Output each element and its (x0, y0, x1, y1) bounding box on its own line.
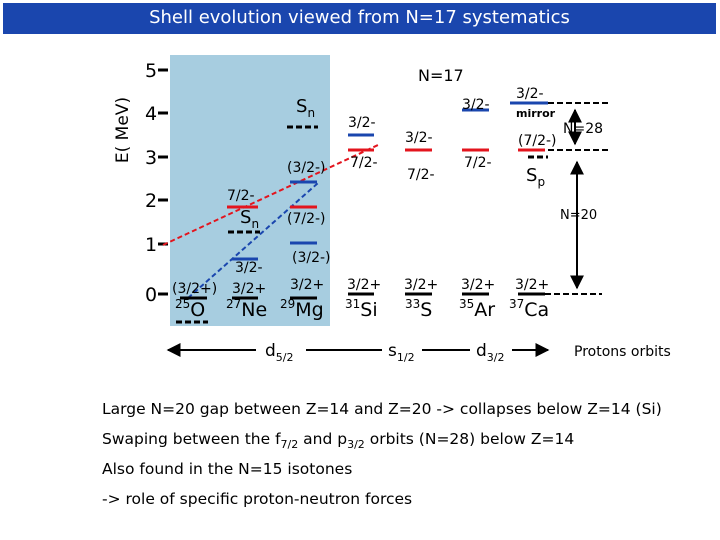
nucleus-ar35: $^{35}$Ar (459, 297, 496, 321)
sp-label-ca37: $S_p$ (526, 165, 546, 189)
nucleus-s33: $^{33}$S (405, 297, 433, 321)
y-axis-label: E( MeV) (113, 96, 133, 164)
orbit-d32: $d_{3/2}$ (476, 341, 505, 364)
label-s33-gs: 3/2+ (404, 277, 439, 293)
y-axis (145, 60, 168, 306)
note-line-1: Large N=20 gap between Z=14 and Z=20 -> collapses below Z=14 (Si) (102, 400, 662, 418)
sn-label-ne27: $S_n$ (240, 207, 260, 231)
label-s33-32: 3/2- (405, 130, 433, 146)
label-ne27-gs: 3/2+ (232, 281, 267, 297)
nucleus-ne27: $^{27}$Ne (226, 297, 268, 321)
orbit-d52: $d_{5/2}$ (265, 341, 294, 364)
nucleus-si31: $^{31}$Si (345, 297, 378, 321)
orbit-s12: $s_{1/2}$ (388, 341, 415, 364)
y-tick-label: 0 (145, 284, 158, 306)
label-mg29-72: (7/2-) (287, 211, 326, 227)
n17-label: N=17 (418, 66, 464, 85)
label-ca37-gs: 3/2+ (515, 277, 550, 293)
y-tick-label: 1 (145, 234, 158, 256)
label-mg29-32b: (3/2-) (292, 250, 331, 266)
note-line-4: -> role of specific proton-neutron forces (102, 490, 413, 508)
sn-label-mg29: $S_n$ (296, 96, 316, 120)
label-ca37-32: 3/2- (516, 86, 544, 102)
label-s33-72: 7/2- (407, 167, 435, 183)
label-ne27-32: 3/2- (235, 260, 263, 276)
note-line-2: Swaping between the $f_{7/2}$ and $p_{3/2}$ orbits (N=28) below Z=14 (102, 430, 575, 452)
n20-label: N=20 (560, 208, 598, 223)
note-line-3: Also found in the N=15 isotones (102, 460, 353, 478)
label-ar35-72: 7/2- (464, 155, 492, 171)
y-tick-label: 4 (145, 103, 158, 125)
label-si31-32: 3/2- (348, 115, 376, 131)
y-tick-label: 3 (145, 147, 158, 169)
page-title: Shell evolution viewed from N=17 systematics (149, 7, 570, 28)
protons-orbits-label: Protons orbits (574, 344, 671, 360)
nucleus-o25: $^{25}$O (175, 297, 206, 321)
label-mg29-gs: 3/2+ (290, 277, 325, 293)
label-mg29-32: (3/2-) (287, 160, 326, 176)
mirror-label: mirror (516, 107, 556, 120)
label-ar35-32: 3/2- (462, 97, 490, 113)
y-tick-label: 5 (145, 60, 158, 82)
label-si31-72: 7/2- (350, 155, 378, 171)
label-ar35-gs: 3/2+ (461, 277, 496, 293)
label-ca37-72: (7/2-) (518, 133, 557, 149)
label-ne27-72: 7/2- (227, 188, 255, 204)
nucleus-mg29: $^{29}$Mg (280, 297, 324, 321)
n28-label: N=28 (563, 121, 604, 137)
label-si31-gs: 3/2+ (347, 277, 382, 293)
label-o25-gs: (3/2+) (172, 281, 218, 297)
nucleus-ca37: $^{37}$Ca (509, 297, 550, 321)
y-tick-label: 2 (145, 190, 158, 212)
